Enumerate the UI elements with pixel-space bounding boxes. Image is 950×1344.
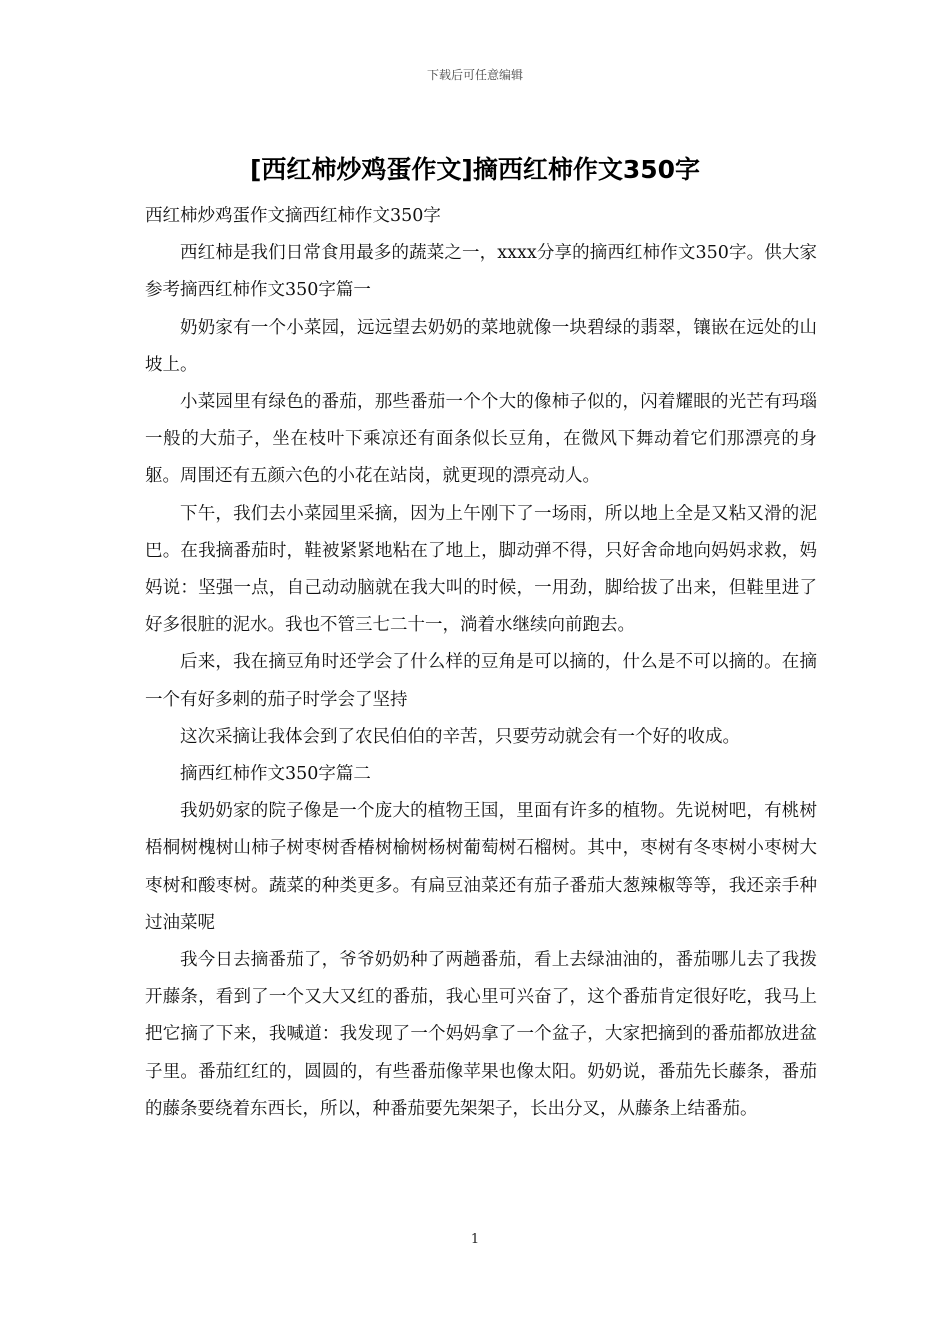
paragraph: 小菜园里有绿色的番茄，那些番茄一个个大的像柿子似的，闪着耀眼的光芒有玛瑙一般的大茄子，坐在枝叶下乘凉还有面条似长豆角，在微风下舞动着它们那漂亮的身躯。周围还有五颜六色的小花在站岗，就更现的漂亮动人。 xyxy=(145,392,817,487)
paragraph: 西红柿炒鸡蛋作文摘西红柿作文350字 xyxy=(145,206,441,226)
page-header: 下载后可任意编辑 xyxy=(426,68,523,82)
page-number: 1 xyxy=(470,1232,480,1247)
paragraph: 下午，我们去小菜园里采摘，因为上午刚下了一场雨，所以地上全是又粘又滑的泥巴。在我摘番茄时，鞋被紧紧地粘在了地上，脚动弹不得，只好舍命地向妈妈求救，妈妈说：坚强一点，自己动动脑就在我大叫的时候，一用劲，脚给拔了出来，但鞋里进了好多很脏的泥水。我也不管三七二十一，淌着水继续向前跑去。 xyxy=(145,503,817,636)
document-body xyxy=(145,198,817,1128)
paragraph: 我奶奶家的院子像是一个庞大的植物王国，里面有许多的植物。先说树吧，有桃树梧桐树槐树山柿子树枣树香椿树榆树杨树葡萄树石榴树。其中，枣树有冬枣树小枣树大枣树和酸枣树。蔬菜的种类更多。有扁豆油菜还有茄子番茄大葱辣椒等等，我还亲手种过油菜呢 xyxy=(145,801,817,933)
paragraph: 奶奶家有一个小菜园，远远望去奶奶的菜地就像一块碧绿的翡翠，镶嵌在远处的山坡上。 xyxy=(145,317,817,375)
paragraph: 我今日去摘番茄了，爷爷奶奶种了两趟番茄，看上去绿油油的，番茄哪儿去了我拨开藤条，看到了一个又大又红的番茄，我心里可兴奋了，这个番茄肯定很好吃，我马上把它摘了下来，我喊道：我发现了一个妈妈拿了一个盆子，大家把摘到的番茄都放进盆子里。番茄红红的，圆圆的，有些番茄像苹果也像太阳。奶奶说，番茄先长藤条，番茄的藤条要绕着东西长，所以，种番茄要先架架子，长出分叉，从藤条上结番茄。 xyxy=(145,950,817,1119)
paragraph: 这次采摘让我体会到了农民伯伯的辛苦，只要劳动就会有一个好的收成。 xyxy=(180,726,740,747)
paragraph: 西红柿是我们日常食用最多的蔬菜之一，xxxx分享的摘西红柿作文350字。供大家参考摘西红柿作文350字篇一 xyxy=(145,243,817,301)
paragraph: 后来，我在摘豆角时还学会了什么样的豆角是可以摘的，什么是不可以摘的。在摘一个有好多刺的茄子时学会了坚持 xyxy=(145,652,817,710)
document-title: [西红柿炒鸡蛋作文]摘西红柿作文350字 xyxy=(249,155,701,184)
section-heading: 摘西红柿作文350字篇二 xyxy=(180,764,371,785)
